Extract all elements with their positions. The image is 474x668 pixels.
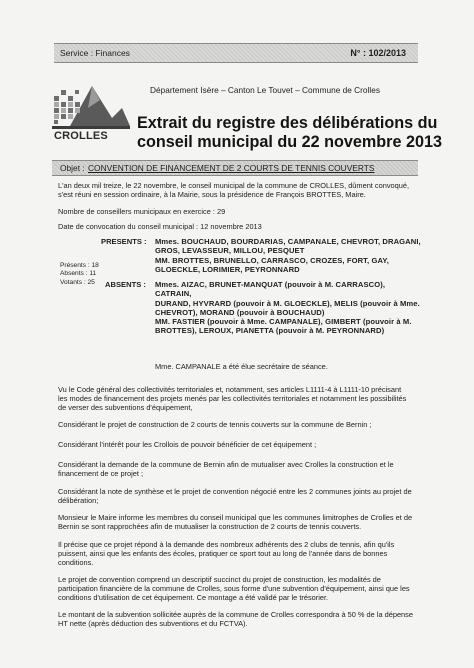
paragraph-line: HT nette (après déduction des subventions et du FCTVA).: [58, 619, 248, 628]
secretaire-line: Mme. CAMPANALE a été élue secrétaire de séance.: [155, 362, 328, 371]
paragraph-line: conditions d'utilisation de cet équipement. Ce montage a été validé par le trésorier.: [58, 593, 329, 602]
count-presents: Présents : 18: [60, 262, 99, 269]
intro-line-1: L'an deux mil treize, le 22 novembre, le conseil municipal de la commune de CROLLES, dûment convoqué,: [58, 181, 410, 190]
paragraph-line: financement de ce projet ;: [58, 469, 144, 478]
date-convocation: Date de convocation du conseil municipal : 12 novembre 2013: [58, 222, 262, 231]
intro-line-2: s'est réuni en session ordinaire, à la Mairie, sous la présidence de François BROTTES, Maire.: [58, 190, 366, 199]
paragraph-line: les modes de financement des projets menés par les collectivités territoriales et notamment les possibilités: [58, 394, 407, 403]
presents-line: GLOECKLE, LORIMIER, PEYRONNARD: [155, 264, 300, 274]
paragraph-line: Considérant le projet de construction de 2 courts de tennis couverts sur la commune de Bernin ;: [58, 420, 372, 429]
crolles-logo-graphic: [52, 78, 130, 138]
paragraph-line: conditions.: [58, 558, 94, 567]
absents-list: [155, 280, 423, 336]
title-line-1: Extrait du registre des délibérations du: [137, 114, 438, 132]
departement-line: Département Isère – Canton Le Touvet – Commune de Crolles: [150, 85, 380, 95]
presents-label: PRESENTS :: [101, 237, 147, 246]
vote-counts: [60, 262, 99, 287]
objet-bar: [52, 160, 418, 176]
intro-paragraph: [58, 181, 409, 199]
document-title: [137, 114, 442, 152]
absents-line: Mmes. AIZAC, BRUNET-MANQUAT (pouvoir à M. CARRASCO), CATRAIN,: [155, 280, 386, 299]
absents-line: BROTTES), LEROUX, PIANETTA (pouvoir à M. PEYRONNARD): [155, 326, 385, 336]
paragraph-line: Considérant la note de synthèse et le projet de convention négocié entre les 2 communes joints au projet de: [58, 487, 412, 496]
paragraph-line: participation financière de la commune de Crolles, sous forme d'une subvention d'équipement, ainsi que les: [58, 584, 410, 593]
paragraph-considerant-projet: [58, 420, 420, 429]
paragraph-considerant-note: [58, 487, 420, 505]
paragraph-code-general: [58, 385, 420, 412]
paragraph-line: Le montant de la subvention sollicitée auprès de la commune de Crolles correspondra à 50 % de la dépense: [58, 610, 413, 619]
paragraph-maire-informe: [58, 513, 420, 531]
absents-line: DURAND, HYVRARD (pouvoir à M. GLOECKLE), MELIS (pouvoir à Mme.: [155, 298, 420, 308]
count-absents: Absents : 11: [60, 270, 97, 278]
paragraph-line: Il précise que ce projet répond à la demande des nombreux adhérents des 2 clubs de tennis, afin qu'ils: [58, 540, 395, 549]
presents-line: GROS, LEVASSEUR, MILLOU, PESQUET: [155, 246, 305, 256]
paragraph-line: délibération;: [58, 496, 99, 505]
paragraph-line: Bernin se sont rapprochées afin de mutualiser la construction de 2 courts de tennis couverts.: [58, 522, 362, 531]
service-label: Service : Finances: [60, 48, 130, 58]
paragraph-projet-convention: [58, 575, 420, 602]
crolles-logo: [52, 78, 130, 150]
presents-line: Mmes. BOUCHAUD, BOURDARIAS, CAMPANALE, CHEVROT, DRAGANI,: [155, 237, 421, 246]
paragraph-line: Le projet de convention comprend un descriptif succinct du projet de construction, les modalités de: [58, 575, 381, 584]
paragraph-considerant-interet: [58, 440, 420, 449]
absents-line: MM. FASTIER (pouvoir à Mme. CAMPANALE), GIMBERT (pouvoir à M.: [155, 317, 412, 327]
presents-list: [155, 237, 423, 274]
absents-line: CHEVROT), MORAND (pouvoir à BOUCHAUD): [155, 307, 325, 317]
count-votants: Votants : 25: [60, 278, 95, 286]
logo-wordmark: CROLLES: [54, 130, 108, 142]
paragraph-line: Considérant la demande de la commune de Bernin afin de mutualiser avec Crolles la construction et le: [58, 460, 394, 469]
paragraph-line: Considérant l'intérêt pour les Crollois de pouvoir bénéficier de cet équipement ;: [58, 440, 317, 449]
title-line-2: conseil municipal du 22 novembre 2013: [137, 133, 442, 151]
paragraph-line: Vu le Code général des collectivités territoriales et, notamment, ses articles L1111-4 à L1111-10 précisant: [58, 385, 402, 394]
paragraph-precise: [58, 540, 420, 567]
objet-text: CONVENTION DE FINANCEMENT DE 2 COURTS DE TENNIS COUVERTS: [88, 163, 375, 173]
paragraph-line: Monsieur le Maire informe les membres du conseil municipal que les communes limitrophes de Crolles et de: [58, 513, 413, 522]
paragraph-montant-subvention: [58, 610, 420, 628]
nombre-conseillers: Nombre de conseillers municipaux en exercice : 29: [58, 207, 226, 216]
deliberation-number: N° : 102/2013: [350, 48, 406, 58]
header-banner: [54, 43, 418, 63]
objet-label: Objet :: [60, 163, 85, 173]
presents-line: MM. BROTTES, BRUNELLO, CARRASCO, CROZES, FORT, GAY,: [155, 255, 389, 265]
paragraph-line: puissent, ainsi que les enfants des écoles, pratiquer ce sport tout au long de l'année dans de bonnes: [58, 549, 388, 558]
paragraph-considerant-demande: [58, 460, 420, 478]
absents-label: ABSENTS :: [105, 280, 146, 289]
paragraph-line: de verser des subventions d'équipement,: [58, 403, 193, 412]
